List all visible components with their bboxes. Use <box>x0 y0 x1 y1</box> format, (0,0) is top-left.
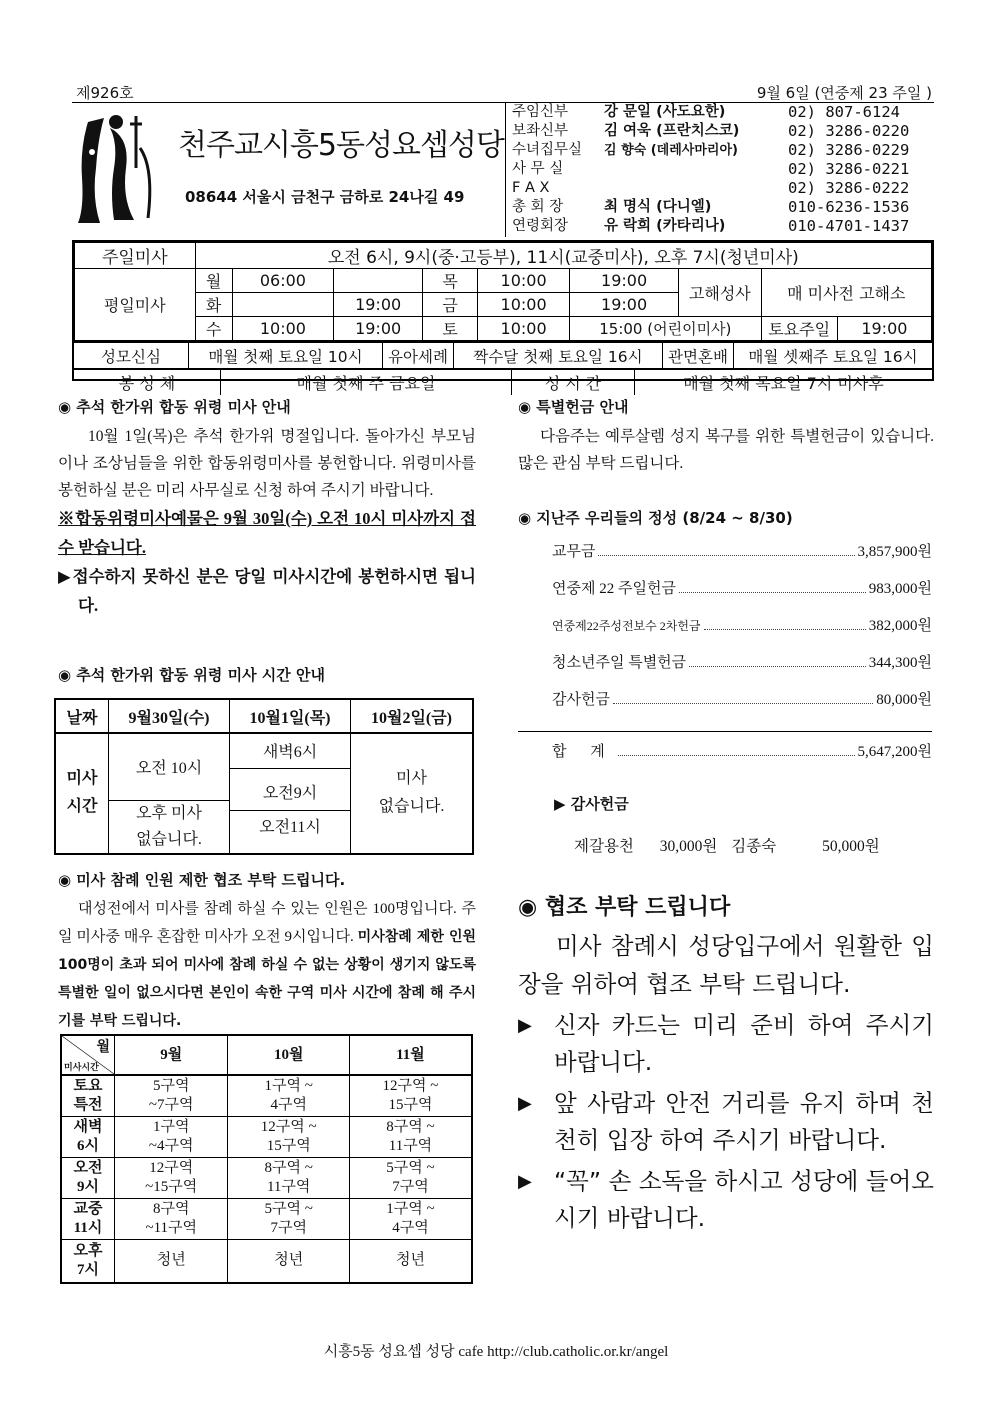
contact-phone: 02) 3286-0220 <box>788 122 910 140</box>
d2-b-placeholder <box>230 768 351 854</box>
head-d2: 10월1일(목) <box>230 699 351 733</box>
offering-label: 감사헌금 <box>552 692 610 708</box>
district-cell: 청년 <box>228 1239 349 1283</box>
district-cell: 8구역 ~ 11구역 <box>349 1116 472 1157</box>
offering-label: 교무금 <box>552 544 596 560</box>
offering-label: 청소년주일 특별헌금 <box>552 655 687 671</box>
district-cell: 청년 <box>349 1239 472 1283</box>
wed-t2: 19:00 <box>334 317 423 341</box>
devotion-label: 성모신심 <box>74 343 189 368</box>
triangle-right-icon: ▶ <box>518 1171 532 1192</box>
contact-phone: 02) 3286-0229 <box>788 141 910 159</box>
chuseok-times-title: ◉ 추석 한가위 합동 위령 미사 시간 안내 <box>58 666 325 684</box>
contact-phone: 02) 3286-0221 <box>788 160 910 178</box>
contact-row <box>512 160 934 179</box>
offering-amount: 344,300원 <box>868 655 932 671</box>
district-row <box>61 1157 472 1198</box>
offering-row <box>552 688 932 725</box>
head-d1: 9월30일(수) <box>109 699 230 733</box>
thanks-1-name: 제갈용천 <box>574 838 634 855</box>
coop-bullet-text: 앞 사람과 안전 거리를 유지 하며 천천히 입장 하여 주시기 바랍니다. <box>554 1089 934 1154</box>
offering-label: 연중제 22 주일헌금 <box>552 581 676 597</box>
triangle-right-icon: ▶ <box>518 1093 532 1114</box>
offering-title: ◉ 지난주 우리들의 정성 (8/24 ~ 8/30) <box>518 509 793 527</box>
total-amount: 5,647,200원 <box>857 744 932 760</box>
mon-t2 <box>334 269 423 293</box>
mass-schedule <box>72 240 934 393</box>
sunday-row <box>75 243 932 269</box>
infant-text: 짝수달 첫째 토요일 16시 <box>454 343 663 368</box>
thanks-2-amount: 50,000원 <box>822 838 880 855</box>
coop-bullet <box>518 1007 934 1081</box>
issue-number: 제926호 <box>76 84 134 102</box>
district-row-label: 토요 특전 <box>61 1075 115 1116</box>
offering-total <box>518 740 932 761</box>
district-month: 11월 <box>349 1035 472 1075</box>
contact-role: 연령회장 <box>512 218 569 234</box>
offering-row <box>552 577 932 614</box>
mon-t1: 06:00 <box>232 269 334 293</box>
contact-name: 강 문일 (사도요한) <box>604 104 726 120</box>
district-row <box>61 1116 472 1157</box>
special-section <box>518 396 934 477</box>
contact-role: 주임신부 <box>512 104 569 120</box>
d2-b: 오전9시 <box>230 777 350 811</box>
district-cell: 청년 <box>115 1239 228 1283</box>
eucharist-label: 봉 성 체 <box>74 370 221 395</box>
thu-t2: 19:00 <box>570 269 679 293</box>
contact-name: 유 락희 (카타리나) <box>604 218 726 234</box>
confession-text: 매 미사전 고해소 <box>761 269 931 317</box>
contact-name: 김 여욱 (프란치스코) <box>604 123 740 139</box>
district-cell: 5구역 ~ 7구역 <box>349 1157 472 1198</box>
devotion-text: 매월 첫째 토요일 10시 <box>189 343 383 368</box>
sat-sunday-label: 토요주일 <box>761 317 837 341</box>
offering-list <box>518 540 932 725</box>
d2-a: 새벽6시 <box>230 733 351 768</box>
thanks-line <box>518 834 932 856</box>
coop-title: ◉ 협조 부탁 드립니다 <box>518 895 731 920</box>
chuseok-body: 10월 1일(목)은 추석 한가위 명절입니다. 돌아가신 부모님이나 조상님들을 위한 합동위령미사를 봉헌합니다. 위령미사를 봉헌하실 분은 미리 사무실로 신청 하여 주시기 바랍니다. <box>58 428 476 499</box>
district-cell: 8구역 ~11구역 <box>115 1198 228 1239</box>
offering-row <box>552 614 932 651</box>
district-head <box>61 1035 472 1075</box>
church-name: 천주교시흥5동성요셉성당 <box>178 128 504 163</box>
special-title: ◉ 특별헌금 안내 <box>518 398 629 416</box>
contact-phone: 02) 807-6124 <box>788 103 900 121</box>
contact-role: F A X <box>512 180 550 196</box>
total-label: 합 계 <box>552 744 615 760</box>
head-date: 날짜 <box>55 699 109 733</box>
wedding-label: 관면혼배 <box>663 343 734 368</box>
devotion-row <box>74 341 932 368</box>
district-cell: 5구역 ~7구역 <box>115 1075 228 1116</box>
holyhour-label: 성 시 간 <box>512 370 635 395</box>
d1-b: 오후 미사 없습니다. <box>109 800 230 854</box>
contact-row <box>512 141 934 160</box>
times-row-label: 미사 시간 <box>55 733 109 854</box>
issue-date: 9월 6일 (연중제 23 주일 ) <box>756 84 932 102</box>
district-cell: 8구역 ~ 11구역 <box>228 1157 349 1198</box>
corner-bottom: 미사시간 <box>64 1062 99 1072</box>
district-row-label: 교중 11시 <box>61 1198 115 1239</box>
limit-title: ◉ 미사 참례 인원 제한 협조 부탁 드립니다. <box>58 871 346 889</box>
coop-body: 미사 참례시 성당입구에서 원활한 입장을 위하여 협조 부탁 드립니다. <box>518 932 934 998</box>
coop-bullets <box>518 1007 934 1237</box>
day-thu: 목 <box>423 269 478 293</box>
weekday-row-1 <box>75 269 932 293</box>
contact-phone: 02) 3286-0222 <box>788 179 910 197</box>
contacts-box <box>505 103 934 237</box>
tue-t2: 19:00 <box>334 293 423 317</box>
district-row <box>61 1239 472 1283</box>
limit-body-2: 미사참례 제한 인원 100명이 초과 되어 미사에 참례 하실 수 없는 상황이 생기지 않도록 <box>58 929 476 973</box>
chuseok-times-table <box>54 698 474 855</box>
offering-dots <box>689 665 866 667</box>
thanks-2-name: 김종숙 <box>731 838 777 855</box>
special-body: 다음주는 예루살렘 성지 복구를 위한 특별헌금이 있습니다. 많은 관심 부탁 드립니다. <box>518 428 934 472</box>
day-wed: 수 <box>195 317 232 341</box>
limit-body <box>58 895 476 1035</box>
wedding-text: 매월 셋째주 토요일 16시 <box>748 347 918 366</box>
thanks-title: ▶ 감사헌금 <box>554 795 629 813</box>
sat-t1: 10:00 <box>478 317 570 341</box>
district-cell: 12구역 ~ 15구역 <box>349 1075 472 1116</box>
contact-name <box>604 179 788 198</box>
district-row <box>61 1198 472 1239</box>
district-table <box>60 1034 473 1284</box>
day-mon: 월 <box>195 269 232 293</box>
district-row-label: 오후 7시 <box>61 1239 115 1283</box>
holyhour-text: 매월 첫째 목요일 7시 미사후 <box>683 374 884 393</box>
offering-dots <box>679 591 866 593</box>
offering-amount: 983,000원 <box>868 581 932 597</box>
district-cell: 1구역 ~ 4구역 <box>349 1198 472 1239</box>
d1-a: 오전 10시 <box>109 733 230 800</box>
district-row <box>61 1075 472 1116</box>
head-d3: 10월2일(금) <box>351 699 474 733</box>
district-cell: 1구역 ~ 4구역 <box>228 1075 349 1116</box>
district-cell: 1구역 ~4구역 <box>115 1116 228 1157</box>
sat-t2: 15:00 (어린이미사) <box>570 317 761 341</box>
offering-dots <box>598 554 854 556</box>
district-month: 9월 <box>115 1035 228 1075</box>
offering-amount: 80,000원 <box>876 692 932 708</box>
district-cell: 12구역 ~ 15구역 <box>228 1116 349 1157</box>
fri-t1: 10:00 <box>478 293 570 317</box>
limit-body-1: 대성전에서 미사를 참례 하실 수 있는 인원은 100명입니다. 주일 미사중 매우 혼잡한 미사가 오전 9시입니다. <box>58 901 476 945</box>
contact-phone: 010-6236-1536 <box>788 198 910 216</box>
contact-row <box>512 103 934 122</box>
chuseok-bullet: ▶접수하지 못하신 분은 당일 미사시간에 봉헌하시면 됩니다. <box>58 567 476 615</box>
church-address: 08644 서울시 금천구 금하로 24나길 49 <box>185 188 465 206</box>
chuseok-times-head <box>55 699 473 733</box>
district-corner <box>61 1035 115 1075</box>
district-cell: 5구역 ~ 7구역 <box>228 1198 349 1239</box>
eucharist-row <box>74 368 932 395</box>
contact-phone: 010-4701-1437 <box>788 217 910 235</box>
eucharist-text: 매월 첫째 주 금요일 <box>221 370 512 395</box>
chuseok-notice: ※합동위령미사예물은 9월 30일(수) 오전 10시 미사까지 접수 받습니다. <box>58 509 476 557</box>
district-row-label: 새벽 6시 <box>61 1116 115 1157</box>
contact-role: 보좌신부 <box>512 123 569 139</box>
wed-t1: 10:00 <box>232 317 334 341</box>
contact-role: 사 무 실 <box>512 161 564 177</box>
offering-amount: 382,000원 <box>868 618 932 634</box>
coop-bullet-text: 신자 카드는 미리 준비 하여 주시기 바랍니다. <box>554 1011 934 1076</box>
infant-label: 유아세례 <box>383 343 454 368</box>
limit-section <box>58 869 476 1035</box>
limit-body-3: 특별한 일이 없으시다면 본인이 속한 구역 미사 시간에 참례 해 주시기를 부탁 드립니다. <box>58 985 476 1029</box>
chuseok-section <box>58 396 476 620</box>
fri-t2: 19:00 <box>570 293 679 317</box>
d2-c: 오전11시 <box>259 819 321 836</box>
triangle-right-icon: ▶ <box>518 1015 532 1036</box>
contact-name: 김 향숙 (데레사마리아) <box>604 143 738 158</box>
offering-row <box>552 651 932 688</box>
contact-row <box>512 179 934 198</box>
day-sat: 토 <box>423 317 478 341</box>
weekday-row-3 <box>75 317 932 341</box>
offering-dots <box>704 628 866 630</box>
contact-role: 총 회 장 <box>512 199 564 215</box>
corner-top: 월 <box>96 1040 110 1055</box>
district-cell: 12구역 ~15구역 <box>115 1157 228 1198</box>
contact-row <box>512 198 934 217</box>
d3: 미사 없습니다. <box>351 733 474 854</box>
offering-dots <box>613 702 873 704</box>
contact-role: 수녀집무실 <box>512 142 583 158</box>
contact-row <box>512 217 934 236</box>
contact-list <box>512 103 934 236</box>
contact-name <box>604 160 788 179</box>
district-month: 10월 <box>228 1035 349 1075</box>
day-tue: 화 <box>195 293 232 317</box>
sunday-text: 오전 6시, 9시(중·고등부), 11시(교중미사), 오후 7시(청년미사) <box>195 243 931 269</box>
coop-bullet <box>518 1085 934 1159</box>
tue-t1 <box>232 293 334 317</box>
sunday-label: 주일미사 <box>75 243 196 269</box>
offering-amount: 3,857,900원 <box>857 544 932 560</box>
thanks-1-amount: 30,000원 <box>659 838 718 855</box>
confession-label: 고해성사 <box>679 269 762 317</box>
church-logo <box>70 108 160 228</box>
weekday-label: 평일미사 <box>75 269 196 341</box>
contact-row <box>512 122 934 141</box>
footer: 시흥5동 성요셉 성당 cafe http://club.catholic.or.kr/angel <box>323 1344 669 1360</box>
offering-row <box>552 540 932 577</box>
offering-label: 연중제22주성전보수 2차헌금 <box>552 619 701 633</box>
district-row-label: 오전 9시 <box>61 1157 115 1198</box>
coop-bullet <box>518 1163 934 1237</box>
chuseok-title: ◉ 추석 한가위 합동 위령 미사 안내 <box>58 398 291 416</box>
offering-section <box>518 507 932 856</box>
coop-bullet-text: “꼭” 손 소독을 하시고 성당에 들어오시기 바랍니다. <box>554 1167 934 1232</box>
thu-t1: 10:00 <box>478 269 570 293</box>
offering-total-rule <box>518 731 932 732</box>
cooperation-section <box>518 890 934 1241</box>
total-dots <box>618 754 855 756</box>
sat-sunday-time: 19:00 <box>837 317 931 341</box>
contact-name: 최 명식 (다니엘) <box>604 199 712 215</box>
day-fri: 금 <box>423 293 478 317</box>
